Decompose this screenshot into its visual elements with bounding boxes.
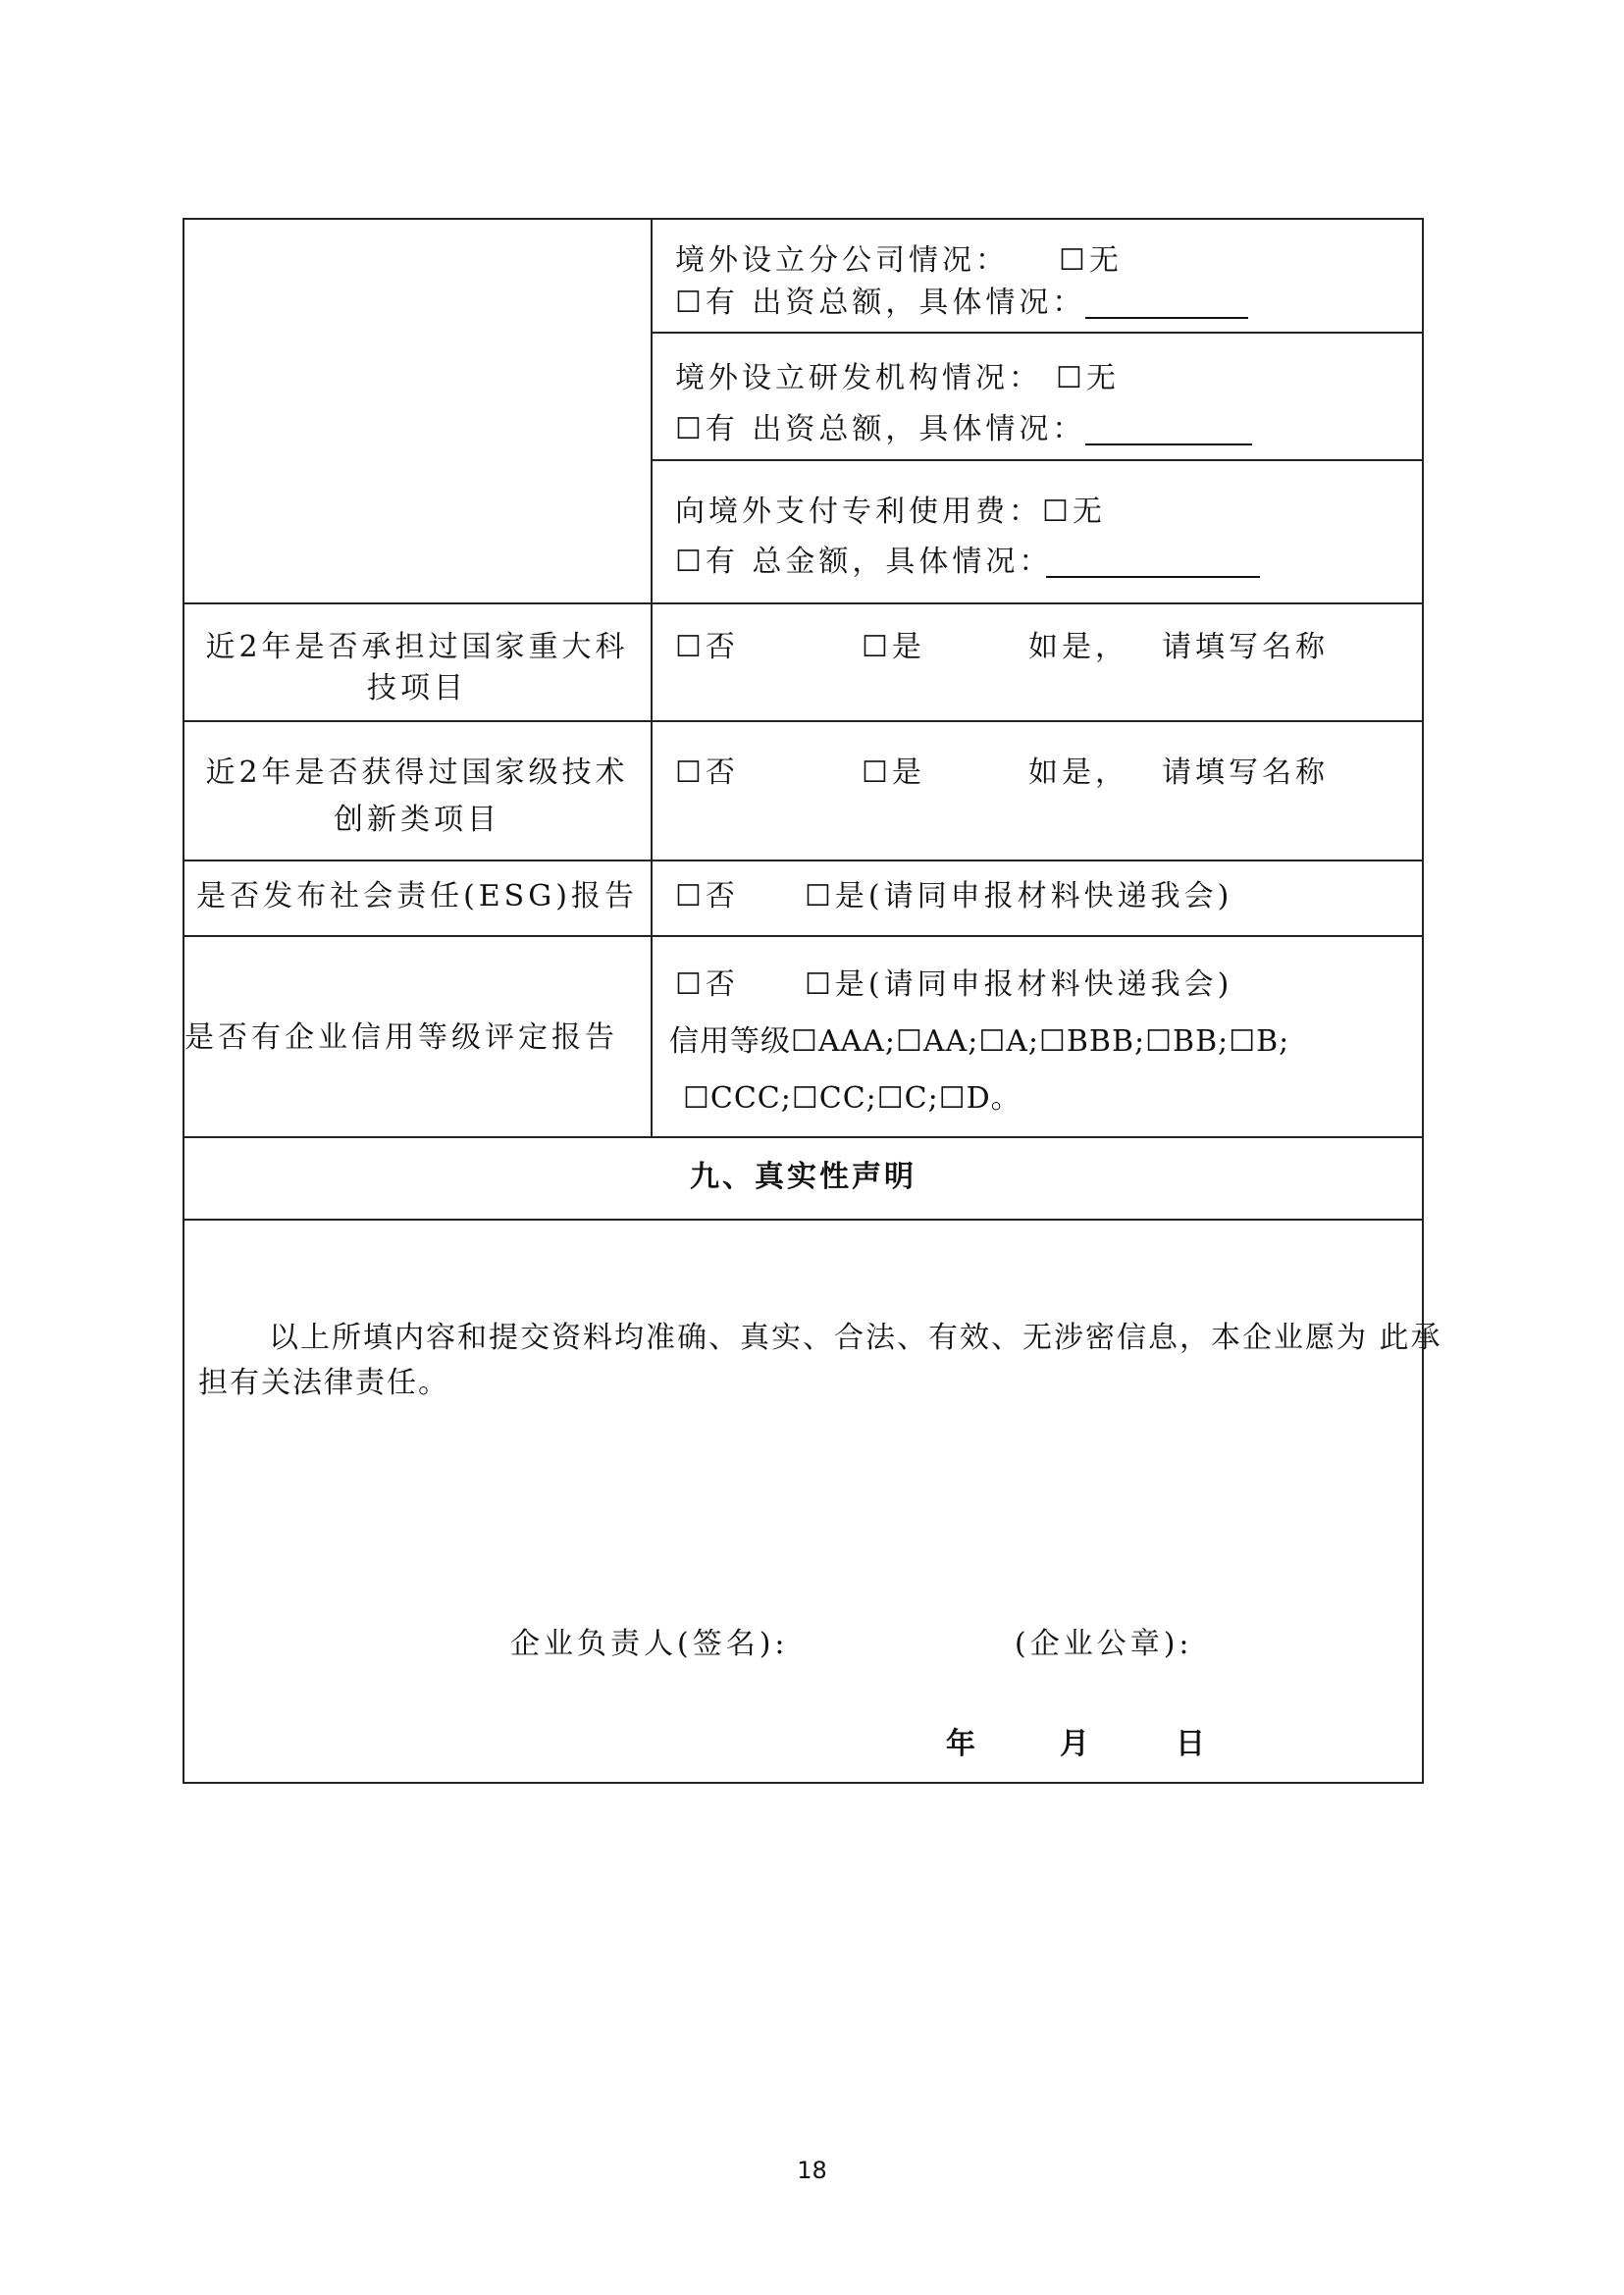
table-border-left — [183, 218, 184, 1784]
major-project-question-line1: 近2年是否承担过国家重大科 — [205, 630, 629, 664]
esg-report-yes-checkbox[interactable]: ☐是(请同申报材料快递我会) — [805, 879, 1233, 913]
credit-levels-line2[interactable]: ☐CCC;☐CC;☐C;☐D。 — [683, 1081, 1022, 1116]
tech-innovation-no-checkbox[interactable]: ☐否 — [675, 756, 739, 790]
major-project-if-yes: 如是， — [1028, 630, 1128, 664]
tech-innovation-fill-name: 请填写名称 — [1162, 756, 1329, 790]
declaration-text-line1: 以上所填内容和提交资料均准确、真实、合法、有效、无涉密信息，本企业愿为 此承 — [269, 1321, 1442, 1355]
divider-heading-bottom — [183, 1219, 1424, 1221]
divider-overseas-2 — [653, 459, 1424, 461]
date-day: 日 — [1176, 1727, 1208, 1761]
credit-levels-line1[interactable]: 信用等级☐AAA;☐AA;☐A;☐BBB;☐BB;☐B; — [669, 1024, 1290, 1059]
date-year: 年 — [946, 1727, 978, 1761]
tech-innovation-question-line1: 近2年是否获得过国家级技术 — [205, 756, 629, 790]
tech-innovation-question-line2: 创新类项目 — [334, 803, 500, 837]
page-number: 18 — [797, 2157, 827, 2184]
overseas-rnd-yes-checkbox[interactable]: ☐有 出资总额，具体情况： — [675, 412, 1086, 446]
overseas-branch-label: 境外设立分公司情况： — [675, 243, 1009, 278]
overseas-branch-detail-blank[interactable] — [1085, 317, 1248, 319]
patent-fee-yes-checkbox[interactable]: ☐有 总金额，具体情况： — [675, 545, 1053, 579]
declaration-text-line2: 担有关法律责任。 — [198, 1366, 449, 1400]
column-divider — [651, 218, 653, 1137]
tech-innovation-if-yes: 如是， — [1028, 756, 1128, 790]
divider-row-esg — [183, 860, 1424, 861]
credit-report-question: 是否有企业信用等级评定报告 — [184, 1020, 618, 1055]
esg-report-question: 是否发布社会责任(ESG)报告 — [196, 879, 638, 913]
signer-label: 企业负责人(签名): — [510, 1627, 789, 1661]
patent-fee-label: 向境外支付专利使用费：☐无 — [675, 495, 1106, 529]
divider-row-tech — [183, 720, 1424, 722]
date-month: 月 — [1060, 1727, 1092, 1761]
major-project-no-checkbox[interactable]: ☐否 — [675, 630, 739, 664]
application-form-table — [183, 218, 1442, 1784]
overseas-rnd-label: 境外设立研发机构情况： — [675, 361, 1042, 395]
credit-report-yes-checkbox[interactable]: ☐是(请同申报材料快递我会) — [805, 967, 1233, 1002]
declaration-heading: 九、真实性声明 — [690, 1160, 917, 1194]
major-project-fill-name: 请填写名称 — [1162, 630, 1329, 664]
tech-innovation-yes-checkbox[interactable]: ☐是 — [862, 756, 925, 790]
table-border-bottom — [183, 1782, 1424, 1784]
company-seal-label: (企业公章): — [1015, 1627, 1193, 1661]
overseas-branch-yes-checkbox[interactable]: ☐有 出资总额，具体情况： — [675, 286, 1086, 320]
overseas-branch-none-checkbox[interactable]: ☐无 — [1059, 243, 1123, 278]
divider-heading-top — [183, 1136, 1424, 1138]
major-project-yes-checkbox[interactable]: ☐是 — [862, 630, 925, 664]
esg-report-no-checkbox[interactable]: ☐否 — [675, 879, 739, 913]
overseas-rnd-detail-blank[interactable] — [1085, 443, 1252, 445]
patent-fee-detail-blank[interactable] — [1046, 576, 1260, 578]
divider-row-major — [183, 602, 1424, 604]
major-project-question-line2: 技项目 — [367, 671, 467, 705]
divider-row-credit — [183, 935, 1424, 937]
table-border-top — [183, 218, 1424, 220]
table-border-right — [1422, 218, 1424, 1784]
credit-report-no-checkbox[interactable]: ☐否 — [675, 967, 739, 1002]
divider-overseas-1 — [653, 332, 1424, 334]
overseas-rnd-none-checkbox[interactable]: ☐无 — [1056, 361, 1120, 395]
